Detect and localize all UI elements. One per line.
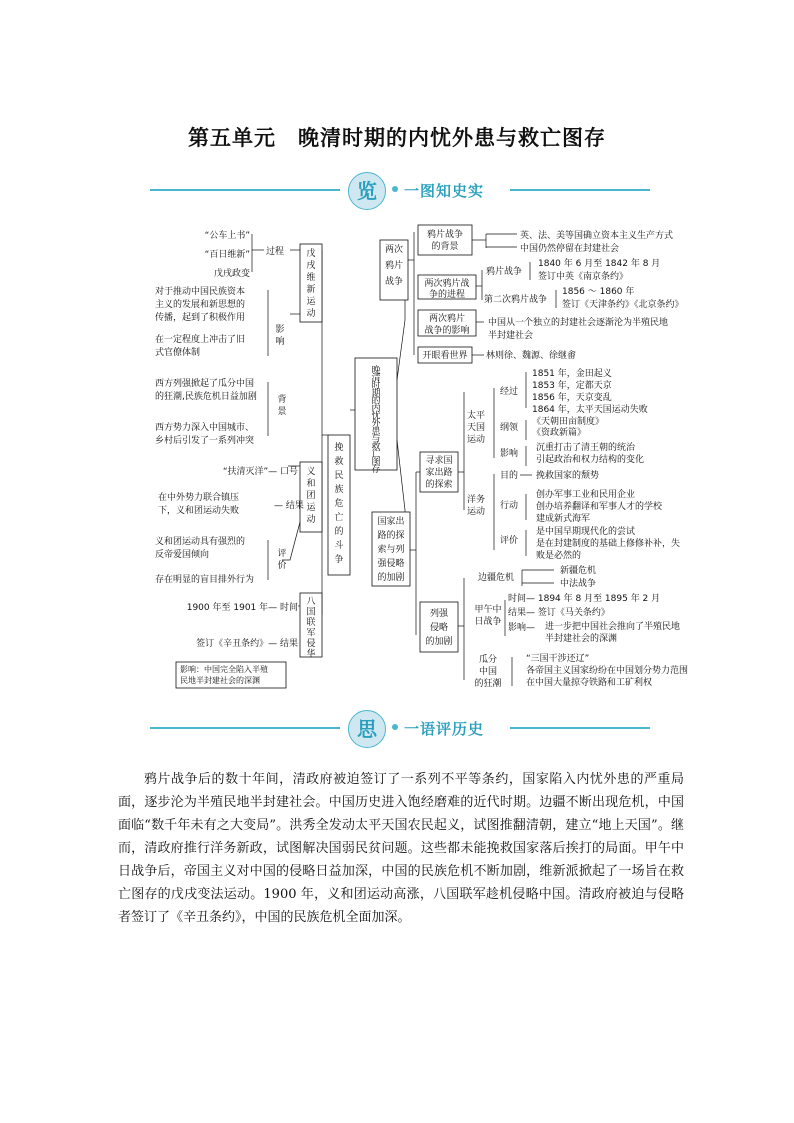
taiping-program-item: 《天朝田亩制度》 — [532, 417, 605, 427]
qinlue-outer-label: 国家出 — [377, 517, 405, 527]
banner-line — [150, 189, 340, 191]
taiping-label: 运动 — [466, 435, 486, 445]
wuxu-title: 戌 — [306, 261, 316, 271]
baguo-title: 华 — [306, 649, 316, 660]
taiping-label: 太平 — [466, 411, 486, 421]
banner-line — [510, 727, 650, 729]
wuxu-impact-item: 对于推动中国民族资本 — [155, 287, 246, 297]
wuxu-title: 维 — [306, 273, 316, 283]
qinlue-title: 侵略 — [429, 623, 449, 633]
war2-item: 签订《天津条约》《北京条约》 — [562, 300, 684, 310]
center-label: 内 — [371, 404, 381, 414]
yapian-title: 两次 — [384, 245, 404, 255]
yangwu-action-item: 建成新式海军 — [536, 514, 591, 524]
tansuo-title: 家出路 — [425, 468, 453, 478]
war1-item: 1840 年 6 月至 1842 年 8 月 — [538, 259, 661, 269]
left-main-label: 争 — [334, 555, 344, 565]
yihetuan-background-label: 背 — [277, 395, 287, 405]
center-label: 存 — [371, 464, 381, 475]
yihetuan-result-item: 下，义和团运动失败 — [158, 506, 240, 516]
kaiyan-text: 林则徐、魏源、徐继畬 — [486, 351, 577, 361]
center-label: 救 — [371, 442, 381, 452]
wuxu-title: 戊 — [306, 249, 316, 259]
left-main-label: 亡 — [334, 513, 344, 523]
center-label: 外 — [371, 419, 381, 430]
yapian-impact-item: 半封建社会 — [488, 331, 534, 341]
section-banner-reflection — [150, 710, 650, 746]
wuxu-process-label: 过程 — [266, 247, 285, 257]
section-banner-overview — [150, 172, 650, 208]
qinlue-outer-label: 强侵略 — [377, 559, 405, 569]
wuxu-process-item: “公车上书” — [204, 231, 250, 241]
center-label: 期 — [371, 388, 381, 399]
yangwu-label: 洋务 — [466, 495, 486, 505]
guafen-item: 在中国大量掠夺铁路和工矿利权 — [526, 678, 653, 688]
yangwu-eval-item: 是中国早期现代化的尝试 — [536, 527, 636, 537]
bianjiang-label: 边疆危机 — [478, 573, 515, 583]
wuxu-impact-item: 主义的发展和新思想的 — [155, 300, 246, 310]
guafen-label: 的狂潮 — [474, 679, 502, 689]
wuxu-impact-item: 在一定程度上冲击了旧 — [155, 335, 246, 345]
center-label: 亡 — [371, 449, 381, 460]
kaiyan-label: 开眼看世界 — [422, 351, 468, 361]
baguo-time: 1900 年至 1901 年— 时间 — [186, 603, 298, 613]
mind-map — [0, 210, 794, 700]
yapian-impact-item: 中国从一个独立的封建社会逐渐沦为半殖民地 — [488, 318, 669, 328]
taiping-program-label: 纲领 — [500, 423, 519, 433]
yapian-background-label: 的背景 — [431, 242, 459, 252]
yihetuan-background-item: 西方列强掀起了瓜分中国 — [155, 379, 255, 389]
banner-line — [510, 189, 650, 191]
wuxu-impact-item: 式官僚体制 — [155, 348, 201, 358]
left-main-label: 危 — [334, 499, 344, 509]
yangwu-action-label: 行动 — [500, 501, 519, 511]
yihetuan-title: 义 — [306, 467, 316, 477]
left-main-label: 救 — [334, 457, 344, 467]
war1-item: 签订中英《南京条约》 — [538, 272, 629, 282]
guafen-label: 中国 — [478, 667, 498, 677]
taiping-process-item: 1864 年，太平天国运动失败 — [532, 405, 648, 415]
yihetuan-result-item: 在中外势力联合镇压 — [158, 493, 240, 503]
jiawu-result: 结果— 签订《马关条约》 — [508, 608, 610, 618]
left-main-label: 斗 — [334, 541, 344, 551]
taiping-process-item: 1856 年，天京变乱 — [532, 393, 612, 403]
center-label: 患 — [371, 426, 381, 437]
yapian-process-label: 争的进程 — [428, 290, 466, 300]
jiawu-impact-label: 影响— — [508, 623, 536, 633]
taiping-process-label: 经过 — [500, 387, 519, 397]
yangwu-label: 运动 — [466, 507, 486, 517]
center-label: 的 — [371, 396, 381, 407]
guafen-item: “三国干涉还辽” — [526, 654, 590, 664]
yapian-background-label: 鸦片战争 — [426, 230, 464, 240]
taiping-process-item: 1853 年，定都天京 — [532, 381, 612, 391]
yapian-title: 鸦片 — [384, 261, 404, 271]
yapian-impact-label: 战争的影响 — [424, 326, 470, 336]
yihetuan-background-item: 西方势力深入中国城市、 — [155, 423, 255, 433]
tansuo-title: 的探索 — [425, 480, 453, 490]
jiawu-time: 时间— 1894 年 8 月至 1895 年 2 月 — [508, 594, 661, 604]
summary-paragraph: 鸦片战争后的数十年间，清政府被迫签订了一系列不平等条约，国家陷入内忧外患的严重局面，逐步沦为半殖民地半封建社会。中国历史进入饱经磨难的近代时期。边疆不断出现危机，中国面临“数千年未有之大变局”。洪秀全发动太平天国农民起义，试图推翻清朝，建立“地上天国”。继而，清政府推行洋务新政，试图解决国弱民贫问题。这些都未能挽救国家落后挨打的局面。甲午中日战争后，帝国主义对中国的侵略日益加深，中国的民族危机不断加剧，维新派掀起了一场旨在救亡图存的戊戌变法运动。1900 年，义和团运动高涨，八国联军趁机侵略中国。清政府被迫与侵略者签订了《辛丑条约》，中国的民族危机全面加深。 — [118, 772, 684, 925]
yihetuan-eval-item: 存在明显的盲目排外行为 — [155, 575, 255, 585]
yihetuan-background-item: 乡村后引发了一系列冲突 — [155, 436, 255, 446]
wuxu-impact-label: 响 — [275, 337, 285, 347]
yihetuan-title: 动 — [306, 515, 316, 525]
jiawu-impact-item: 进一步把中国社会推向了半殖民地 — [545, 622, 681, 632]
wuxu-title: 新 — [306, 285, 316, 295]
banner-line — [150, 727, 340, 729]
baguo-impact-text: 民地半封建社会的深渊 — [180, 676, 260, 685]
wuxu-impact-label: 影 — [275, 325, 285, 335]
bianjiang-item: 中法战争 — [560, 579, 597, 589]
guafen-item: 各帝国主义国家纷纷在中国划分势力范围 — [526, 666, 689, 676]
war2-label: 第二次鸦片战争 — [484, 295, 548, 305]
wuxu-process-item: “百日维新” — [204, 250, 250, 260]
qinlue-title: 的加剧 — [425, 637, 453, 647]
yapian-title: 战争 — [384, 277, 404, 287]
jiawu-impact-item: 半封建社会的深渊 — [545, 634, 618, 644]
baguo-title: 八 — [306, 597, 316, 607]
jiawu-label: 日战争 — [474, 617, 502, 627]
yangwu-purpose-label: 目的 — [500, 471, 519, 481]
war1-label: 鸦片战争 — [486, 267, 523, 277]
yapian-background-item: 中国仍然停留在封建社会 — [520, 244, 620, 254]
guafen-label: 瓜分 — [478, 655, 498, 665]
banner-dot — [392, 724, 398, 730]
baguo-title: 军 — [306, 628, 316, 639]
taiping-impact-item: 沉重打击了清王朝的统治 — [536, 443, 636, 453]
yapian-background-item: 英、法、美等国确立资本主义生产方式 — [520, 231, 674, 241]
baguo-title: 联 — [306, 618, 316, 628]
yihetuan-background-label: 景 — [277, 407, 287, 417]
yangwu-eval-item: 是在封建制度的基础上修修补补，失 — [536, 539, 681, 549]
yihetuan-title: 和 — [306, 479, 316, 489]
yihetuan-title: 运 — [306, 503, 316, 513]
yangwu-eval-item: 败是必然的 — [536, 551, 582, 561]
center-label: 与 — [371, 434, 381, 445]
left-main-label: 民 — [334, 471, 344, 481]
left-main-label: 挽 — [334, 443, 344, 453]
center-label: 时 — [371, 381, 381, 392]
baguo-title: 侵 — [306, 639, 316, 649]
left-main-label: 的 — [334, 527, 344, 537]
yangwu-action-item: 创办培养翻译和军事人才的学校 — [536, 502, 663, 512]
yihetuan-eval-item: 义和团运动具有强烈的 — [155, 537, 246, 547]
taiping-label: 天国 — [466, 423, 486, 433]
wuxu-title: 运 — [306, 297, 316, 307]
jiawu-label: 甲午中 — [474, 605, 502, 615]
yapian-impact-label: 两次鸦片 — [428, 314, 466, 324]
baguo-result: 签订《辛丑条约》— 结果 — [196, 639, 298, 649]
yapian-process-label: 两次鸦片战 — [424, 279, 470, 289]
yihetuan-slogan: “扶清灭洋”— 口号 — [222, 467, 298, 477]
banner-icon: 思 — [348, 710, 386, 748]
center-label: 清 — [371, 373, 381, 384]
baguo-impact-text: 影响：中国完全陷入半殖 — [180, 665, 268, 674]
yihetuan-title: 团 — [306, 491, 316, 501]
yihetuan-eval-item: 反帝爱国倾向 — [155, 550, 210, 560]
baguo-title: 国 — [306, 607, 316, 618]
yihetuan-eval-label: 价 — [277, 561, 287, 571]
bianjiang-item: 新疆危机 — [560, 566, 597, 576]
wuxu-impact-item: 传播，起到了积极作用 — [155, 313, 246, 323]
page-title: 第五单元 晚清时期的内忧外患与救亡图存 — [188, 126, 606, 150]
qinlue-outer-label: 索与列 — [377, 545, 405, 555]
left-main-label: 族 — [334, 485, 344, 495]
wuxu-process-item: 戊戌政变 — [213, 269, 250, 279]
qinlue-outer-label: 的加剧 — [377, 573, 405, 583]
banner-dot — [392, 186, 398, 192]
yihetuan-eval-label: 评 — [277, 549, 287, 559]
banner-icon: 览 — [348, 172, 386, 210]
wuxu-title: 动 — [306, 309, 316, 319]
taiping-program-item: 《资政新篇》 — [532, 428, 587, 438]
center-label: 图 — [371, 457, 381, 468]
taiping-impact-item: 引起政治和权力结构的变化 — [536, 455, 645, 465]
banner-label: 一语评历史 — [404, 720, 485, 738]
yihetuan-result-label: — 结果 — [274, 501, 304, 511]
taiping-impact-label: 影响 — [500, 449, 519, 459]
center-label: 忧 — [371, 411, 381, 422]
yangwu-purpose-text: 挽救国家的颓势 — [536, 471, 600, 481]
yihetuan-background-item: 的狂潮,民族危机日益加剧 — [155, 392, 257, 402]
banner-label: 一图知史实 — [404, 182, 485, 200]
taiping-process-item: 1851 年，金田起义 — [532, 369, 612, 379]
yangwu-eval-label: 评价 — [500, 536, 519, 546]
center-label: 晚 — [371, 366, 381, 376]
tansuo-title: 寻求国 — [425, 456, 453, 466]
qinlue-title: 列强 — [429, 609, 449, 619]
qinlue-outer-label: 路的探 — [377, 531, 405, 541]
yangwu-action-item: 创办军事工业和民用企业 — [536, 490, 636, 500]
war2-item: 1856 ～ 1860 年 — [562, 287, 635, 297]
